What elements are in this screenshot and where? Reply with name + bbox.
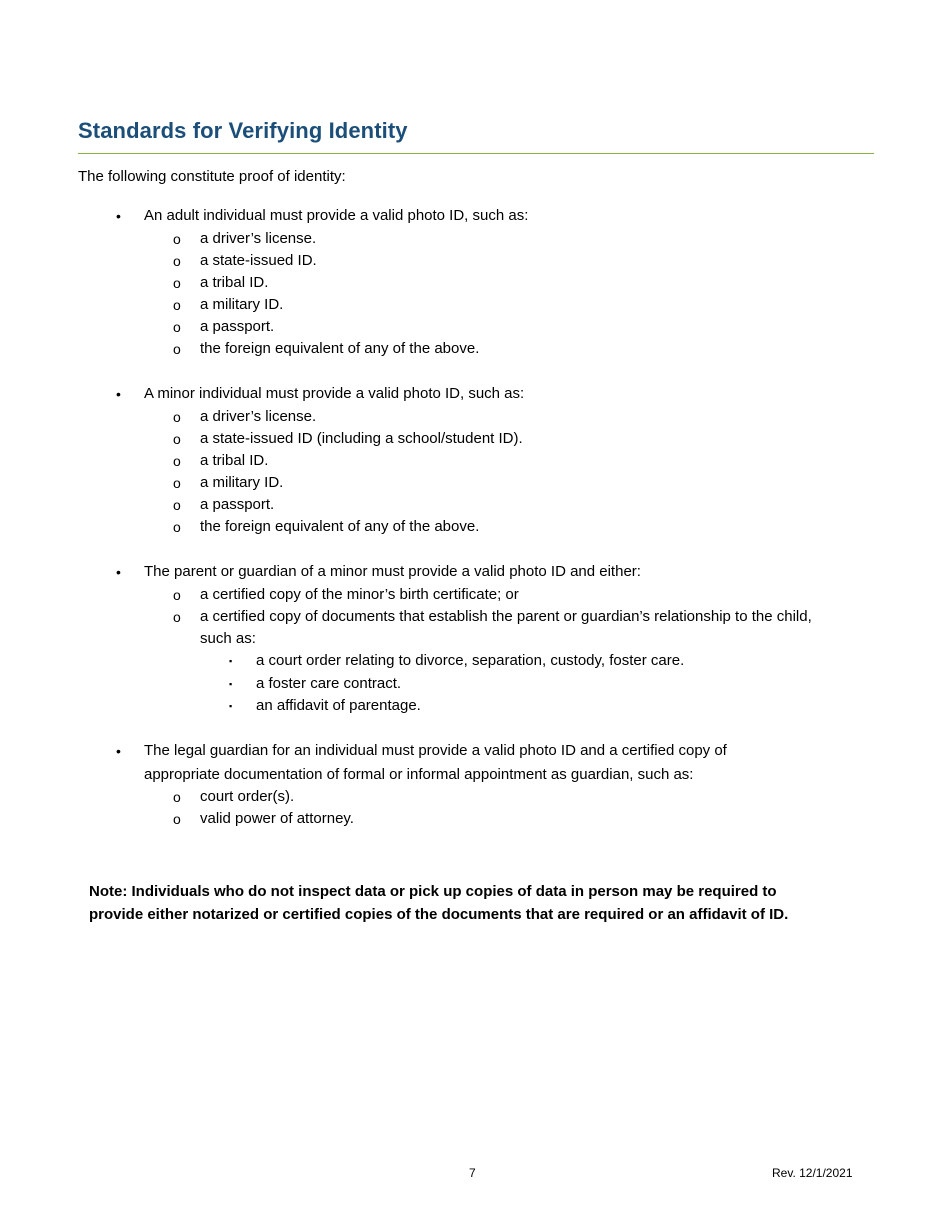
heading-divider: [78, 153, 874, 154]
circle-bullet-icon: o: [173, 609, 181, 625]
circle-bullet-icon: o: [173, 519, 181, 535]
section-adult-text: An adult individual must provide a valid photo ID, such as:: [144, 207, 529, 224]
list-item: court order(s).: [200, 788, 295, 805]
circle-bullet-icon: o: [173, 297, 181, 313]
circle-bullet-icon: o: [173, 319, 181, 335]
circle-bullet-icon: o: [173, 497, 181, 513]
circle-bullet-icon: o: [173, 431, 181, 447]
square-bullet-icon: ▪: [229, 656, 233, 666]
bullet-icon: •: [116, 743, 121, 759]
list-item-continuation: such as:: [200, 630, 256, 647]
list-item: a certified copy of the minor’s birth certificate; or: [200, 586, 519, 603]
list-item: the foreign equivalent of any of the above.: [200, 518, 480, 535]
note-line-1: Note: Individuals who do not inspect data or pick up copies of data in person may be required to: [89, 883, 777, 900]
circle-bullet-icon: o: [173, 811, 181, 827]
list-item: a tribal ID.: [200, 452, 269, 469]
revision-date: Rev. 12/1/2021: [772, 1166, 853, 1180]
list-item: the foreign equivalent of any of the above.: [200, 340, 480, 357]
circle-bullet-icon: o: [173, 453, 181, 469]
circle-bullet-icon: o: [173, 475, 181, 491]
section-legal-guardian-text-cont: appropriate documentation of formal or informal appointment as guardian, such as:: [144, 766, 694, 783]
page-number: 7: [469, 1166, 476, 1180]
sub-list-item: an affidavit of parentage.: [256, 697, 421, 714]
note-text: [89, 880, 849, 926]
circle-bullet-icon: o: [173, 231, 181, 247]
list-item: a military ID.: [200, 474, 284, 491]
sub-list-item: a court order relating to divorce, separation, custody, foster care.: [256, 652, 685, 669]
circle-bullet-icon: o: [173, 789, 181, 805]
circle-bullet-icon: o: [173, 253, 181, 269]
list-item: a certified copy of documents that establish the parent or guardian’s relationship to the child,: [200, 608, 812, 625]
list-item: a driver’s license.: [200, 230, 317, 247]
square-bullet-icon: ▪: [229, 679, 233, 689]
list-item: a military ID.: [200, 296, 284, 313]
list-item: a tribal ID.: [200, 274, 269, 291]
list-item: a state-issued ID.: [200, 252, 317, 269]
square-bullet-icon: ▪: [229, 701, 233, 711]
bullet-icon: •: [116, 564, 121, 580]
sub-list-item: a foster care contract.: [256, 675, 402, 692]
section-legal-guardian-text: The legal guardian for an individual must provide a valid photo ID and a certified copy of: [144, 742, 727, 759]
note-line-2: provide either notarized or certified copies of the documents that are required or an affidavit of ID.: [89, 906, 789, 923]
list-item: a passport.: [200, 496, 275, 513]
circle-bullet-icon: o: [173, 275, 181, 291]
page-title: Standards for Verifying Identity: [78, 118, 408, 143]
section-parent-text: The parent or guardian of a minor must provide a valid photo ID and either:: [144, 563, 641, 580]
circle-bullet-icon: o: [173, 409, 181, 425]
list-item: valid power of attorney.: [200, 810, 354, 827]
section-minor-text: A minor individual must provide a valid photo ID, such as:: [144, 385, 525, 402]
circle-bullet-icon: o: [173, 587, 181, 603]
list-item: a driver’s license.: [200, 408, 317, 425]
list-item: a passport.: [200, 318, 275, 335]
list-item: a state-issued ID (including a school/student ID).: [200, 430, 523, 447]
intro-text: The following constitute proof of identity:: [78, 168, 346, 185]
circle-bullet-icon: o: [173, 341, 181, 357]
bullet-icon: •: [116, 208, 121, 224]
bullet-icon: •: [116, 386, 121, 402]
